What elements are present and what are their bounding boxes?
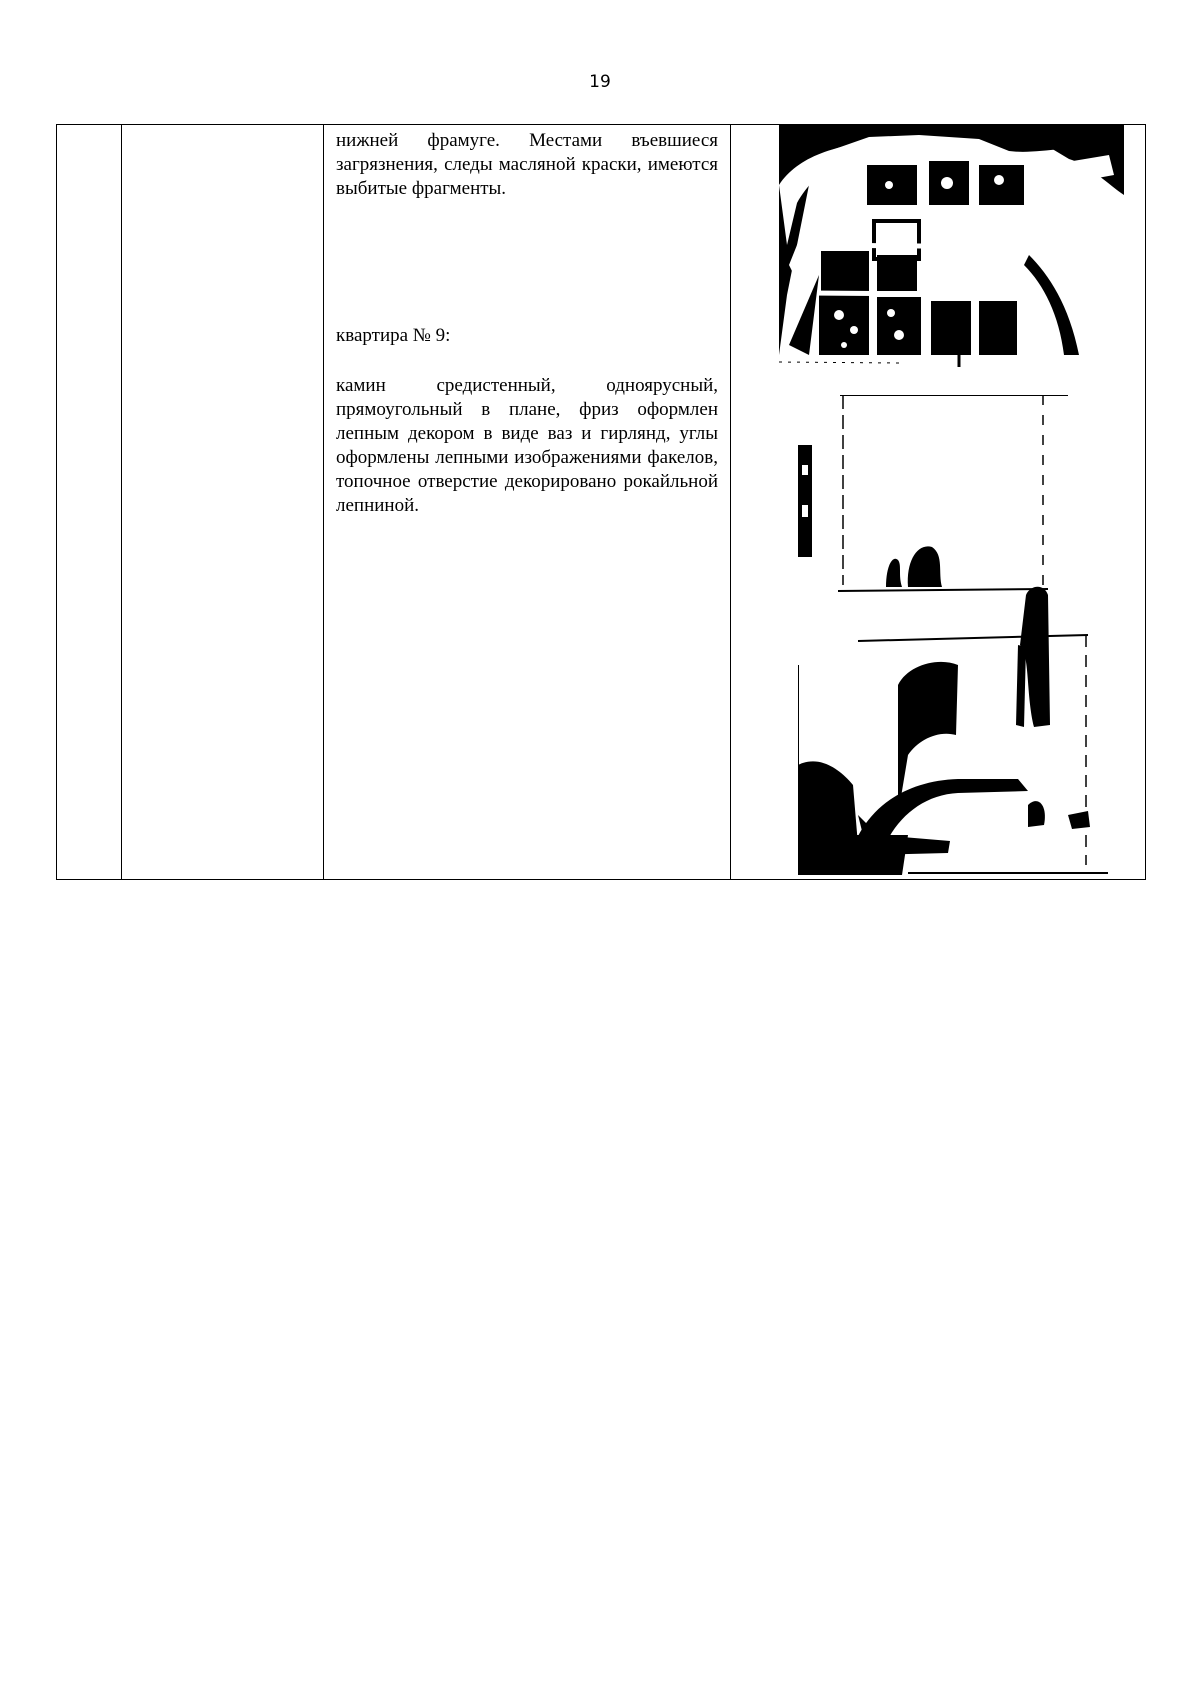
description-paragraph-2: камин средистенный, одноярусный, прямоугольный в плане, фриз оформлен лепным декором в виде ваз и гирлянд, углы оформлены лепными изображениями факелов, топочное отверстие декорировано рокайльной лепниной.: [336, 375, 718, 516]
photo-cell: [731, 125, 1146, 880]
fireplace-photo: [798, 395, 1108, 875]
table-row: [57, 125, 1146, 880]
object-name-cell: [122, 125, 324, 880]
page-number: 19: [589, 72, 611, 92]
apartment-heading: квартира № 9:: [336, 325, 451, 346]
description-paragraph-1: нижней фрамуге. Местами въевшиеся загрязнения, следы масляной краски, имеются выбитые фрагменты.: [336, 130, 718, 199]
window-photo: [779, 125, 1124, 377]
index-cell: [57, 125, 122, 880]
description-cell: [324, 125, 731, 880]
inventory-table: [56, 124, 1146, 880]
